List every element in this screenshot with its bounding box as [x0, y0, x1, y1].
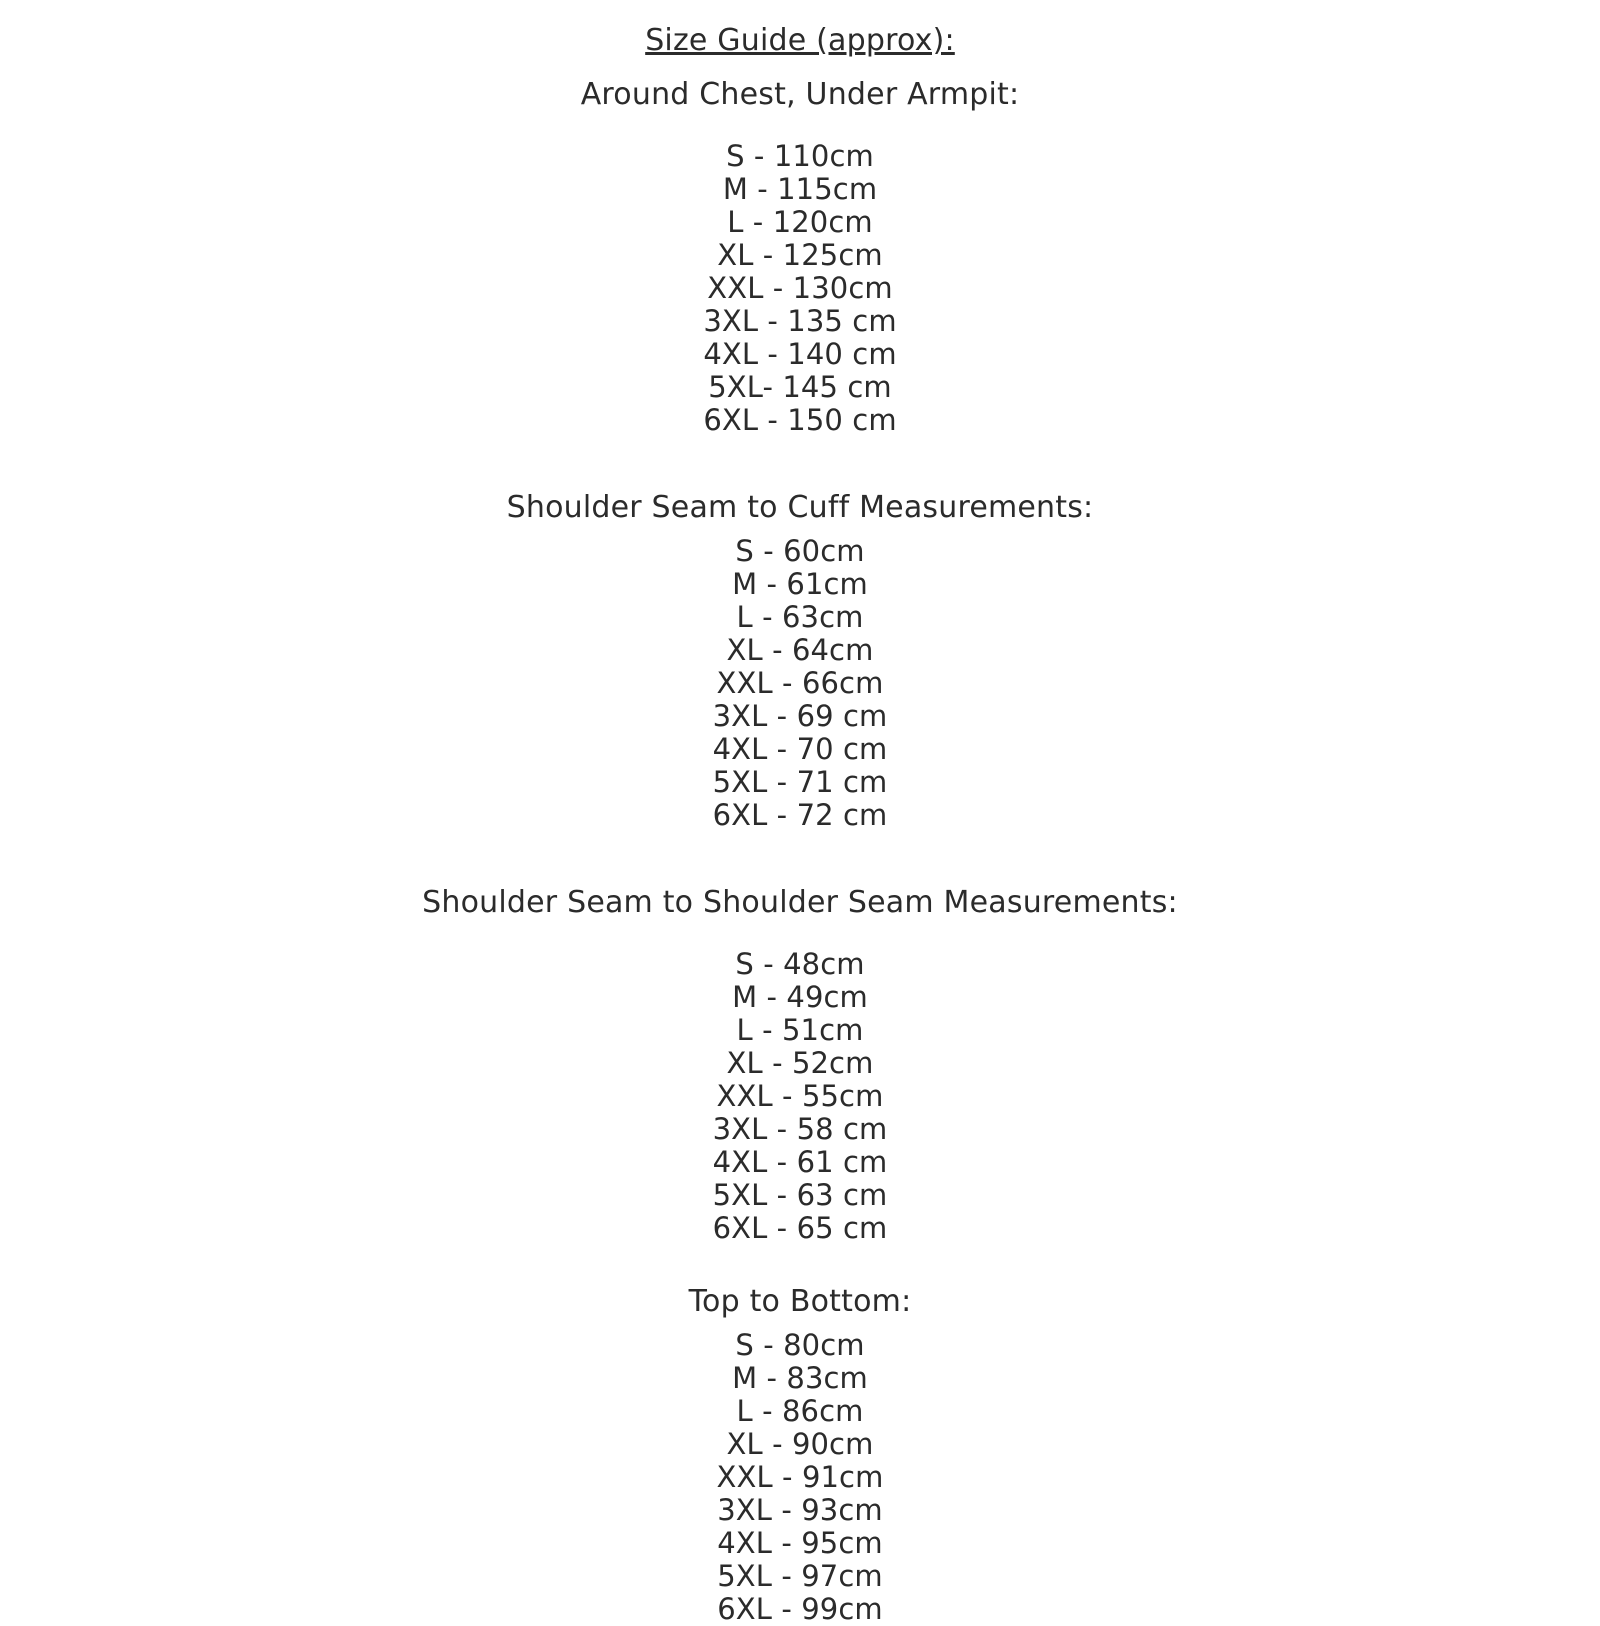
- measurement-row: 6XL - 65 cm: [712, 1211, 888, 1245]
- spacer: [0, 832, 1600, 876]
- section-rows: [0, 1329, 1600, 1626]
- measurement-row: 5XL- 145 cm: [708, 370, 892, 404]
- measurement-row: XL - 125cm: [717, 238, 883, 272]
- section-rows: [0, 535, 1600, 832]
- section-top-to-bottom: [0, 1275, 1600, 1626]
- measurement-row: 3XL - 58 cm: [712, 1112, 888, 1146]
- spacer: [0, 122, 1600, 140]
- section-heading: Shoulder Seam to Shoulder Seam Measurements:: [422, 885, 1178, 920]
- measurement-row: 6XL - 72 cm: [712, 798, 888, 832]
- measurement-row: 6XL - 99cm: [717, 1592, 883, 1626]
- measurement-row: 5XL - 63 cm: [712, 1178, 888, 1212]
- measurement-row: 4XL - 61 cm: [712, 1145, 888, 1179]
- measurement-row: L - 120cm: [727, 205, 873, 239]
- spacer: [0, 1245, 1600, 1275]
- section-shoulder-to-cuff: [0, 481, 1600, 832]
- measurement-row: XXL - 55cm: [716, 1079, 884, 1113]
- spacer: [0, 930, 1600, 948]
- measurement-row: S - 48cm: [735, 947, 865, 981]
- measurement-row: XXL - 91cm: [716, 1460, 884, 1494]
- measurement-row: 5XL - 97cm: [717, 1559, 883, 1593]
- measurement-row: XL - 90cm: [726, 1427, 874, 1461]
- measurement-row: M - 83cm: [732, 1361, 868, 1395]
- measurement-row: 3XL - 93cm: [717, 1493, 883, 1527]
- measurement-row: M - 115cm: [722, 172, 878, 206]
- measurement-row: 4XL - 70 cm: [712, 732, 888, 766]
- section-shoulder-to-shoulder: [0, 876, 1600, 1245]
- measurement-row: 6XL - 150 cm: [703, 403, 897, 437]
- measurement-row: S - 80cm: [735, 1328, 865, 1362]
- measurement-row: XL - 52cm: [726, 1046, 874, 1080]
- measurement-row: S - 60cm: [735, 534, 865, 568]
- section-around-chest: [0, 68, 1600, 437]
- page-title: Size Guide (approx):: [645, 23, 955, 58]
- measurement-row: 4XL - 140 cm: [703, 337, 897, 371]
- measurement-row: 5XL - 71 cm: [712, 765, 888, 799]
- section-rows: [0, 948, 1600, 1245]
- section-heading: Around Chest, Under Armpit:: [580, 77, 1020, 112]
- section-heading: Top to Bottom:: [688, 1284, 912, 1319]
- measurement-row: XL - 64cm: [726, 633, 874, 667]
- measurement-row: 3XL - 135 cm: [703, 304, 897, 338]
- spacer: [0, 437, 1600, 481]
- measurement-row: M - 49cm: [732, 980, 868, 1014]
- measurement-row: L - 86cm: [736, 1394, 864, 1428]
- measurement-row: 4XL - 95cm: [717, 1526, 883, 1560]
- measurement-row: M - 61cm: [732, 567, 868, 601]
- measurement-row: XXL - 66cm: [716, 666, 884, 700]
- measurement-row: S - 110cm: [726, 139, 874, 173]
- measurement-row: L - 63cm: [736, 600, 864, 634]
- measurement-row: 3XL - 69 cm: [712, 699, 888, 733]
- section-rows: [0, 140, 1600, 437]
- measurement-row: XXL - 130cm: [707, 271, 893, 305]
- section-heading: Shoulder Seam to Cuff Measurements:: [506, 490, 1094, 525]
- measurement-row: L - 51cm: [736, 1013, 864, 1047]
